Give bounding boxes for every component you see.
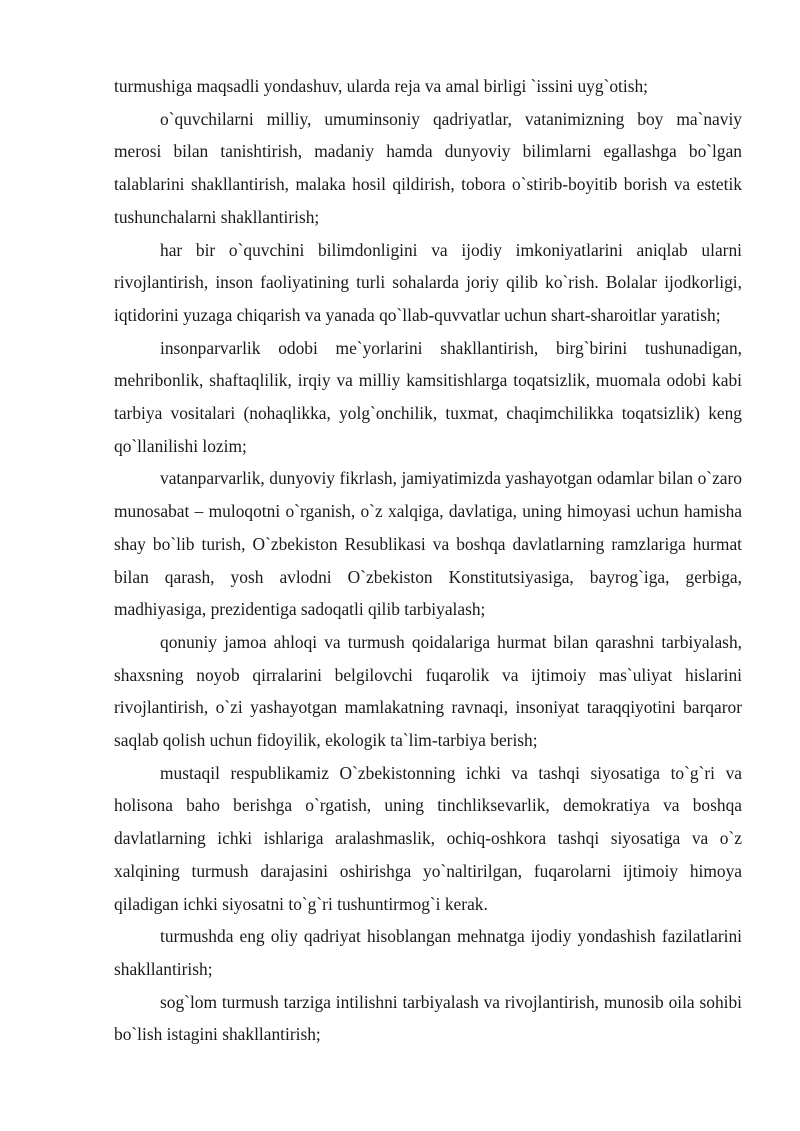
document-page	[114, 70, 742, 1051]
paragraph-8: turmushda eng oliy qadriyat hisoblangan mehnatga ijodiy yondashish fazilatlarini shakllantirish;	[114, 926, 742, 979]
paragraph-5: vatanparvarlik, dunyoviy fikrlash, jamiyatimizda yashayotgan odamlar bilan o`zaro munosabat – muloqotni o`rganish, o`z xalqiga, davlatiga, uning himoyasi uchun hamisha shay bo`lib turish, O`zbekiston Resublikasi va boshqa davlatlarning ramzlariga hurmat bilan qarash, yosh avlodni O`zbekiston Konstitutsiyasiga, bayrog`iga, gerbiga, madhiyasiga, prezidentiga sadoqatli qilib tarbiyalash;	[114, 468, 742, 620]
paragraph-4: insonparvarlik odobi me`yorlarini shakllantirish, birg`birini tushunadigan, mehribonlik, shaftaqlilik, irqiy va milliy kamsitishlarga toqatsizlik, muomala odobi kabi tarbiya vositalari (nohaqlikka, yolg`onchilik, tuxmat, chaqimchilikka toqatsizlik) keng qo`llanilishi lozim;	[114, 337, 742, 456]
paragraph-9: sog`lom turmush tarziga intilishni tarbiyalash va rivojlantirish, munosib oila sohibi bo`lish istagini shakllantirish;	[114, 991, 742, 1045]
paragraph-7: mustaqil respublikamiz O`zbekistonning ichki va tashqi siyosatiga to`g`ri va holisona baho berishga o`rgatish, uning tinchliksevarlik, demokratiya va boshqa davlatlarning ichki ishlariga aralashmaslik, ochiq-oshkora tashqi siyosatiga va o`z xalqining turmush darajasini oshirishga yo`naltirilgan, fuqarolarni ijtimoiy himoya qiladigan ichki siyosatni to`g`ri tushuntirmog`i kerak.	[114, 762, 742, 914]
paragraph-6: qonuniy jamoa ahloqi va turmush qoidalariga hurmat bilan qarashni tarbiyalash, shaxsning noyob qirralarini belgilovchi fuqarolik va ijtimoiy mas`uliyat hislarini rivojlantirish, o`zi yashayotgan mamlakatning ravnaqi, insoniyat taraqqiyotini barqaror saqlab qolish uchun fidoyilik, ekologik ta`lim-tarbiya berish;	[114, 631, 742, 751]
paragraph-1: turmushiga maqsadli yondashuv, ularda reja va amal birligi `issini uyg`otish;	[114, 76, 649, 96]
paragraph-3: har bir o`quvchini bilimdonligini va ijodiy imkoniyatlarini aniqlab ularni rivojlantirish, inson faoliyatining turli sohalarda joriy qilib ko`rish. Bolalar ijodkorligi, iqtidorini yuzaga chiqarish va yanada qo`llab-quvvatlar uchun shart-sharoitlar yaratish;	[114, 239, 742, 325]
paragraph-2: o`quvchilarni milliy, umuminsoniy qadriyatlar, vatanimizning boy ma`naviy merosi bilan tanishtirish, madaniy hamda dunyoviy bilimlarni egallashga bo`lgan talablarini shakllantirish, malaka hosil qildirish, tobora o`stirib-boyitib borish va estetik tushunchalarni shakllantirish;	[114, 108, 742, 227]
